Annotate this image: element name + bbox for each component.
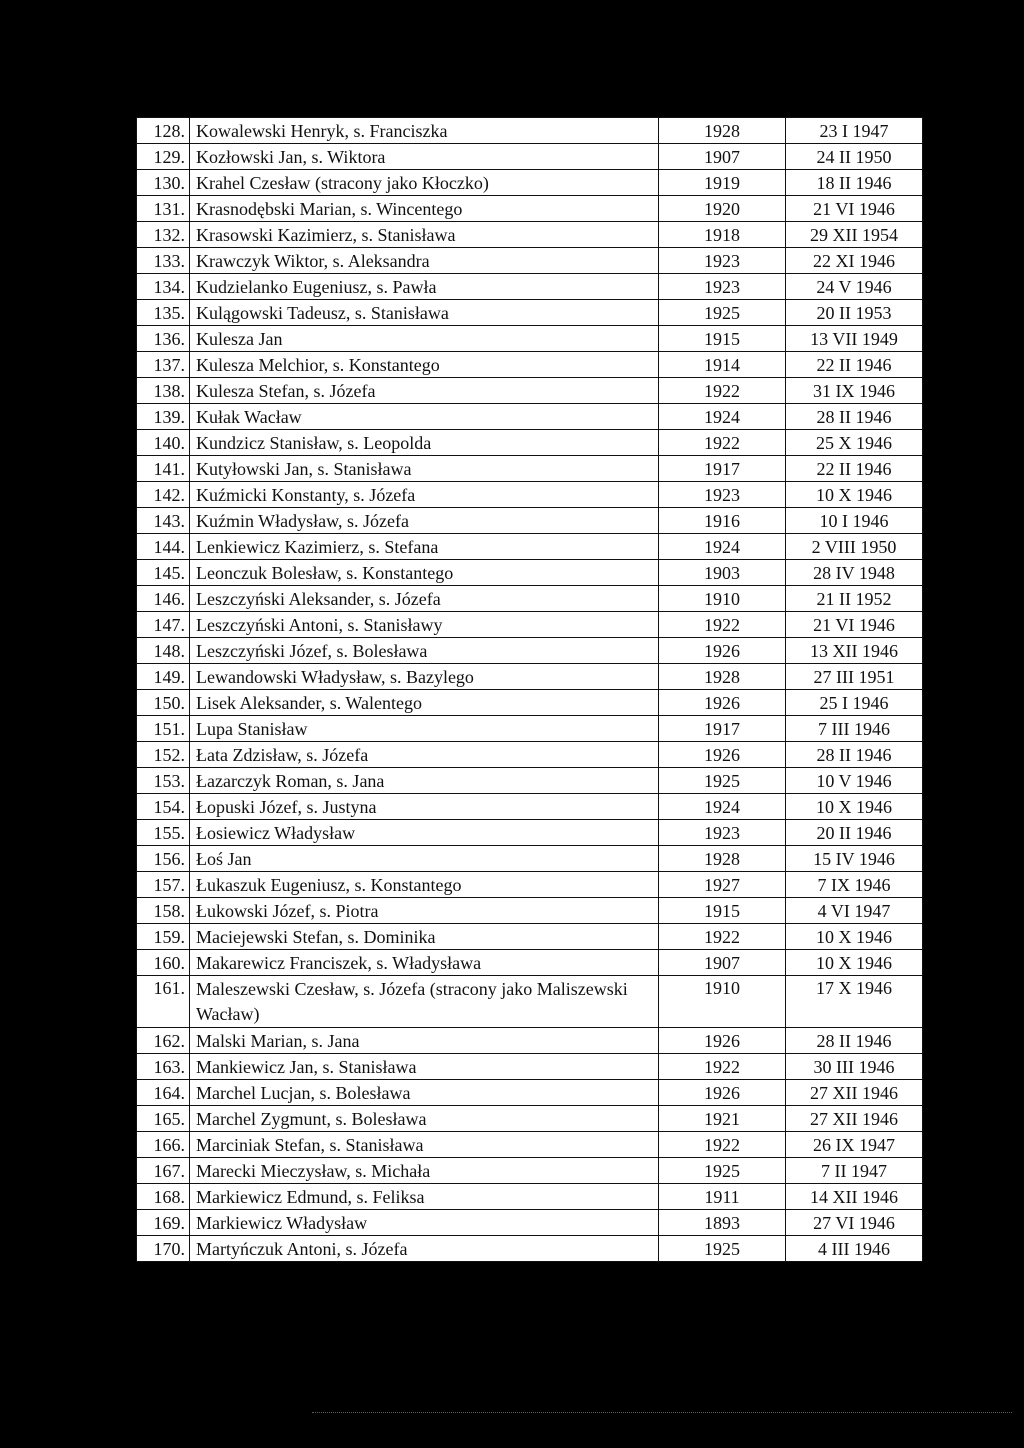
row-number-cell: 160. bbox=[137, 950, 190, 976]
table-row bbox=[137, 430, 923, 456]
table-row bbox=[137, 1210, 923, 1236]
person-name-cell: Leszczyński Aleksander, s. Józefa bbox=[190, 586, 659, 612]
execution-date-cell: 24 V 1946 bbox=[786, 274, 923, 300]
person-name-cell: Kozłowski Jan, s. Wiktora bbox=[190, 144, 659, 170]
roster-table bbox=[136, 117, 923, 1262]
row-number-cell: 163. bbox=[137, 1054, 190, 1080]
table-row bbox=[137, 196, 923, 222]
person-name-cell: Lisek Aleksander, s. Walentego bbox=[190, 690, 659, 716]
table-row bbox=[137, 300, 923, 326]
row-number-cell: 162. bbox=[137, 1028, 190, 1054]
birth-year-cell: 1924 bbox=[659, 534, 786, 560]
person-name-cell: Łukaszuk Eugeniusz, s. Konstantego bbox=[190, 872, 659, 898]
person-name-cell: Krahel Czesław (stracony jako Kłoczko) bbox=[190, 170, 659, 196]
table-row bbox=[137, 1028, 923, 1054]
birth-year-cell: 1925 bbox=[659, 768, 786, 794]
execution-date-cell: 15 IV 1946 bbox=[786, 846, 923, 872]
birth-year-cell: 1928 bbox=[659, 664, 786, 690]
row-number-cell: 158. bbox=[137, 898, 190, 924]
birth-year-cell: 1917 bbox=[659, 456, 786, 482]
table-row bbox=[137, 144, 923, 170]
table-row bbox=[137, 924, 923, 950]
execution-date-cell: 28 II 1946 bbox=[786, 1028, 923, 1054]
table-row bbox=[137, 456, 923, 482]
table-row bbox=[137, 768, 923, 794]
birth-year-cell: 1926 bbox=[659, 690, 786, 716]
birth-year-cell: 1923 bbox=[659, 274, 786, 300]
person-name-cell: Leszczyński Józef, s. Bolesława bbox=[190, 638, 659, 664]
person-name-cell: Kulągowski Tadeusz, s. Stanisława bbox=[190, 300, 659, 326]
table-row bbox=[137, 846, 923, 872]
person-name-cell: Markiewicz Edmund, s. Feliksa bbox=[190, 1184, 659, 1210]
birth-year-cell: 1923 bbox=[659, 482, 786, 508]
execution-date-cell: 20 II 1953 bbox=[786, 300, 923, 326]
person-name-cell: Maleszewski Czesław, s. Józefa (stracony jako Maliszewski Wacław) bbox=[190, 976, 659, 1028]
birth-year-cell: 1926 bbox=[659, 1028, 786, 1054]
birth-year-cell: 1917 bbox=[659, 716, 786, 742]
table-row bbox=[137, 118, 923, 144]
table-row bbox=[137, 1158, 923, 1184]
table-row bbox=[137, 1132, 923, 1158]
execution-date-cell: 30 III 1946 bbox=[786, 1054, 923, 1080]
execution-date-cell: 27 XII 1946 bbox=[786, 1080, 923, 1106]
row-number-cell: 165. bbox=[137, 1106, 190, 1132]
execution-date-cell: 13 VII 1949 bbox=[786, 326, 923, 352]
birth-year-cell: 1915 bbox=[659, 326, 786, 352]
execution-date-cell: 14 XII 1946 bbox=[786, 1184, 923, 1210]
person-name-cell: Makarewicz Franciszek, s. Władysława bbox=[190, 950, 659, 976]
execution-date-cell: 20 II 1946 bbox=[786, 820, 923, 846]
row-number-cell: 133. bbox=[137, 248, 190, 274]
row-number-cell: 153. bbox=[137, 768, 190, 794]
table-row bbox=[137, 534, 923, 560]
row-number-cell: 145. bbox=[137, 560, 190, 586]
person-name-cell: Maciejewski Stefan, s. Dominika bbox=[190, 924, 659, 950]
table-row bbox=[137, 586, 923, 612]
row-number-cell: 157. bbox=[137, 872, 190, 898]
execution-date-cell: 7 IX 1946 bbox=[786, 872, 923, 898]
birth-year-cell: 1916 bbox=[659, 508, 786, 534]
person-name-cell: Łazarczyk Roman, s. Jana bbox=[190, 768, 659, 794]
person-name-cell: Łosiewicz Władysław bbox=[190, 820, 659, 846]
row-number-cell: 135. bbox=[137, 300, 190, 326]
execution-date-cell: 10 I 1946 bbox=[786, 508, 923, 534]
table-row bbox=[137, 898, 923, 924]
row-number-cell: 143. bbox=[137, 508, 190, 534]
table-row bbox=[137, 976, 923, 1028]
birth-year-cell: 1926 bbox=[659, 742, 786, 768]
table-row bbox=[137, 1184, 923, 1210]
row-number-cell: 128. bbox=[137, 118, 190, 144]
birth-year-cell: 1923 bbox=[659, 820, 786, 846]
person-name-cell: Leonczuk Bolesław, s. Konstantego bbox=[190, 560, 659, 586]
execution-date-cell: 10 X 1946 bbox=[786, 794, 923, 820]
birth-year-cell: 1925 bbox=[659, 1236, 786, 1262]
person-name-cell: Lenkiewicz Kazimierz, s. Stefana bbox=[190, 534, 659, 560]
row-number-cell: 155. bbox=[137, 820, 190, 846]
execution-date-cell: 31 IX 1946 bbox=[786, 378, 923, 404]
execution-date-cell: 2 VIII 1950 bbox=[786, 534, 923, 560]
birth-year-cell: 1911 bbox=[659, 1184, 786, 1210]
table-row bbox=[137, 950, 923, 976]
person-name-cell: Leszczyński Antoni, s. Stanisławy bbox=[190, 612, 659, 638]
row-number-cell: 166. bbox=[137, 1132, 190, 1158]
table-row bbox=[137, 482, 923, 508]
birth-year-cell: 1928 bbox=[659, 118, 786, 144]
execution-date-cell: 21 II 1952 bbox=[786, 586, 923, 612]
row-number-cell: 129. bbox=[137, 144, 190, 170]
birth-year-cell: 1907 bbox=[659, 144, 786, 170]
execution-date-cell: 21 VI 1946 bbox=[786, 612, 923, 638]
person-name-cell: Krasnodębski Marian, s. Wincentego bbox=[190, 196, 659, 222]
birth-year-cell: 1925 bbox=[659, 300, 786, 326]
row-number-cell: 138. bbox=[137, 378, 190, 404]
row-number-cell: 142. bbox=[137, 482, 190, 508]
footer-rule bbox=[312, 1412, 1012, 1413]
person-name-cell: Lewandowski Władysław, s. Bazylego bbox=[190, 664, 659, 690]
birth-year-cell: 1922 bbox=[659, 1054, 786, 1080]
person-name-cell: Kuźmicki Konstanty, s. Józefa bbox=[190, 482, 659, 508]
person-name-cell: Marecki Mieczysław, s. Michała bbox=[190, 1158, 659, 1184]
execution-date-cell: 28 II 1946 bbox=[786, 404, 923, 430]
row-number-cell: 137. bbox=[137, 352, 190, 378]
table-row bbox=[137, 248, 923, 274]
table-row bbox=[137, 274, 923, 300]
row-number-cell: 148. bbox=[137, 638, 190, 664]
row-number-cell: 159. bbox=[137, 924, 190, 950]
birth-year-cell: 1926 bbox=[659, 638, 786, 664]
execution-date-cell: 10 X 1946 bbox=[786, 924, 923, 950]
birth-year-cell: 1918 bbox=[659, 222, 786, 248]
row-number-cell: 161. bbox=[137, 976, 190, 1028]
person-name-cell: Lupa Stanisław bbox=[190, 716, 659, 742]
table-row bbox=[137, 326, 923, 352]
execution-date-cell: 17 X 1946 bbox=[786, 976, 923, 1028]
row-number-cell: 147. bbox=[137, 612, 190, 638]
table-row bbox=[137, 508, 923, 534]
birth-year-cell: 1903 bbox=[659, 560, 786, 586]
execution-date-cell: 25 X 1946 bbox=[786, 430, 923, 456]
execution-date-cell: 21 VI 1946 bbox=[786, 196, 923, 222]
table-row bbox=[137, 612, 923, 638]
execution-date-cell: 13 XII 1946 bbox=[786, 638, 923, 664]
row-number-cell: 136. bbox=[137, 326, 190, 352]
person-name-cell: Łopuski Józef, s. Justyna bbox=[190, 794, 659, 820]
table-row bbox=[137, 170, 923, 196]
person-name-cell: Kulesza Jan bbox=[190, 326, 659, 352]
table-row bbox=[137, 378, 923, 404]
birth-year-cell: 1923 bbox=[659, 248, 786, 274]
table-row bbox=[137, 794, 923, 820]
row-number-cell: 152. bbox=[137, 742, 190, 768]
roster-table-container bbox=[136, 117, 910, 1262]
row-number-cell: 168. bbox=[137, 1184, 190, 1210]
row-number-cell: 164. bbox=[137, 1080, 190, 1106]
birth-year-cell: 1922 bbox=[659, 378, 786, 404]
table-row bbox=[137, 872, 923, 898]
row-number-cell: 156. bbox=[137, 846, 190, 872]
execution-date-cell: 10 V 1946 bbox=[786, 768, 923, 794]
birth-year-cell: 1922 bbox=[659, 430, 786, 456]
execution-date-cell: 4 III 1946 bbox=[786, 1236, 923, 1262]
person-name-cell: Markiewicz Władysław bbox=[190, 1210, 659, 1236]
person-name-cell: Malski Marian, s. Jana bbox=[190, 1028, 659, 1054]
person-name-cell: Marchel Lucjan, s. Bolesława bbox=[190, 1080, 659, 1106]
execution-date-cell: 27 XII 1946 bbox=[786, 1106, 923, 1132]
row-number-cell: 146. bbox=[137, 586, 190, 612]
row-number-cell: 149. bbox=[137, 664, 190, 690]
table-row bbox=[137, 716, 923, 742]
execution-date-cell: 10 X 1946 bbox=[786, 482, 923, 508]
person-name-cell: Kowalewski Henryk, s. Franciszka bbox=[190, 118, 659, 144]
person-name-cell: Łukowski Józef, s. Piotra bbox=[190, 898, 659, 924]
person-name-cell: Martyńczuk Antoni, s. Józefa bbox=[190, 1236, 659, 1262]
person-name-cell: Mankiewicz Jan, s. Stanisława bbox=[190, 1054, 659, 1080]
execution-date-cell: 22 II 1946 bbox=[786, 456, 923, 482]
birth-year-cell: 1927 bbox=[659, 872, 786, 898]
birth-year-cell: 1922 bbox=[659, 1132, 786, 1158]
execution-date-cell: 27 VI 1946 bbox=[786, 1210, 923, 1236]
table-row bbox=[137, 820, 923, 846]
person-name-cell: Łata Zdzisław, s. Józefa bbox=[190, 742, 659, 768]
execution-date-cell: 7 II 1947 bbox=[786, 1158, 923, 1184]
person-name-cell: Marchel Zygmunt, s. Bolesława bbox=[190, 1106, 659, 1132]
execution-date-cell: 18 II 1946 bbox=[786, 170, 923, 196]
person-name-cell: Kulesza Stefan, s. Józefa bbox=[190, 378, 659, 404]
execution-date-cell: 7 III 1946 bbox=[786, 716, 923, 742]
birth-year-cell: 1910 bbox=[659, 586, 786, 612]
table-row bbox=[137, 664, 923, 690]
birth-year-cell: 1925 bbox=[659, 1158, 786, 1184]
row-number-cell: 150. bbox=[137, 690, 190, 716]
execution-date-cell: 23 I 1947 bbox=[786, 118, 923, 144]
row-number-cell: 131. bbox=[137, 196, 190, 222]
person-name-cell: Krasowski Kazimierz, s. Stanisława bbox=[190, 222, 659, 248]
row-number-cell: 170. bbox=[137, 1236, 190, 1262]
execution-date-cell: 10 X 1946 bbox=[786, 950, 923, 976]
execution-date-cell: 26 IX 1947 bbox=[786, 1132, 923, 1158]
row-number-cell: 134. bbox=[137, 274, 190, 300]
execution-date-cell: 4 VI 1947 bbox=[786, 898, 923, 924]
birth-year-cell: 1919 bbox=[659, 170, 786, 196]
person-name-cell: Marciniak Stefan, s. Stanisława bbox=[190, 1132, 659, 1158]
birth-year-cell: 1893 bbox=[659, 1210, 786, 1236]
table-row bbox=[137, 1106, 923, 1132]
row-number-cell: 169. bbox=[137, 1210, 190, 1236]
table-row bbox=[137, 638, 923, 664]
execution-date-cell: 22 II 1946 bbox=[786, 352, 923, 378]
execution-date-cell: 28 II 1946 bbox=[786, 742, 923, 768]
execution-date-cell: 29 XII 1954 bbox=[786, 222, 923, 248]
birth-year-cell: 1921 bbox=[659, 1106, 786, 1132]
person-name-cell: Kutyłowski Jan, s. Stanisława bbox=[190, 456, 659, 482]
person-name-cell: Kułak Wacław bbox=[190, 404, 659, 430]
table-row bbox=[137, 742, 923, 768]
table-row bbox=[137, 404, 923, 430]
row-number-cell: 139. bbox=[137, 404, 190, 430]
birth-year-cell: 1922 bbox=[659, 612, 786, 638]
birth-year-cell: 1924 bbox=[659, 404, 786, 430]
table-row bbox=[137, 222, 923, 248]
birth-year-cell: 1914 bbox=[659, 352, 786, 378]
birth-year-cell: 1928 bbox=[659, 846, 786, 872]
birth-year-cell: 1926 bbox=[659, 1080, 786, 1106]
execution-date-cell: 28 IV 1948 bbox=[786, 560, 923, 586]
table-row bbox=[137, 352, 923, 378]
execution-date-cell: 22 XI 1946 bbox=[786, 248, 923, 274]
person-name-cell: Krawczyk Wiktor, s. Aleksandra bbox=[190, 248, 659, 274]
execution-date-cell: 27 III 1951 bbox=[786, 664, 923, 690]
birth-year-cell: 1907 bbox=[659, 950, 786, 976]
row-number-cell: 141. bbox=[137, 456, 190, 482]
table-row bbox=[137, 690, 923, 716]
birth-year-cell: 1915 bbox=[659, 898, 786, 924]
row-number-cell: 151. bbox=[137, 716, 190, 742]
execution-date-cell: 25 I 1946 bbox=[786, 690, 923, 716]
row-number-cell: 167. bbox=[137, 1158, 190, 1184]
birth-year-cell: 1920 bbox=[659, 196, 786, 222]
row-number-cell: 140. bbox=[137, 430, 190, 456]
row-number-cell: 130. bbox=[137, 170, 190, 196]
row-number-cell: 154. bbox=[137, 794, 190, 820]
row-number-cell: 144. bbox=[137, 534, 190, 560]
person-name-cell: Łoś Jan bbox=[190, 846, 659, 872]
table-row bbox=[137, 560, 923, 586]
table-row bbox=[137, 1236, 923, 1262]
roster-table-body bbox=[137, 118, 923, 1262]
person-name-cell: Kuźmin Władysław, s. Józefa bbox=[190, 508, 659, 534]
person-name-cell: Kundzicz Stanisław, s. Leopolda bbox=[190, 430, 659, 456]
table-row bbox=[137, 1080, 923, 1106]
execution-date-cell: 24 II 1950 bbox=[786, 144, 923, 170]
row-number-cell: 132. bbox=[137, 222, 190, 248]
person-name-cell: Kulesza Melchior, s. Konstantego bbox=[190, 352, 659, 378]
table-row bbox=[137, 1054, 923, 1080]
person-name-cell: Kudzielanko Eugeniusz, s. Pawła bbox=[190, 274, 659, 300]
birth-year-cell: 1910 bbox=[659, 976, 786, 1028]
birth-year-cell: 1924 bbox=[659, 794, 786, 820]
birth-year-cell: 1922 bbox=[659, 924, 786, 950]
